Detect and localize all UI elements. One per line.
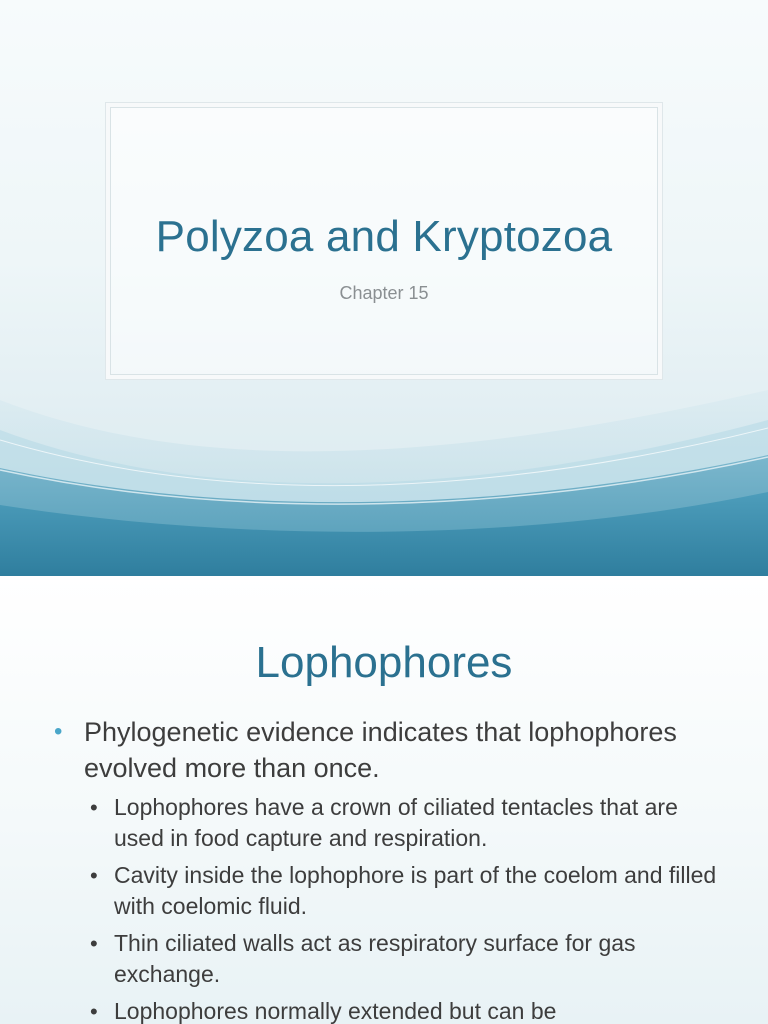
bullet-dot-icon: •	[54, 718, 63, 745]
bullet-list	[54, 714, 734, 1024]
sub-bullet-text: Lophophores have a crown of ciliated tentacles that are used in food capture and respiration.	[114, 794, 678, 851]
sub-bullet-list	[84, 792, 734, 1024]
sub-bullet-item	[84, 928, 734, 990]
slide-title: Polyzoa and Kryptozoa	[155, 212, 613, 261]
sub-bullet-dot-icon: •	[90, 999, 98, 1024]
sub-bullet-dot-icon: •	[90, 863, 98, 888]
sub-bullet-item	[84, 792, 734, 854]
sub-bullet-dot-icon: •	[90, 931, 98, 956]
sub-bullet-text: Lophophores normally extended but can be	[114, 998, 557, 1024]
bullet-item	[54, 714, 734, 1024]
slide-subtitle: Chapter 15	[339, 283, 429, 303]
sub-bullet-item	[84, 996, 734, 1024]
sub-bullet-dot-icon: •	[90, 795, 98, 820]
sub-bullet-text: Thin ciliated walls act as respiratory surface for gas exchange.	[114, 930, 636, 987]
bullet-text: Phylogenetic evidence indicates that lophophores evolved more than once.	[84, 717, 677, 783]
slide-heading: Lophophores	[255, 638, 513, 687]
content-slide	[0, 576, 768, 1024]
sub-bullet-text: Cavity inside the lophophore is part of the coelom and filled with coelomic fluid.	[114, 862, 717, 919]
sub-bullet-item	[84, 860, 734, 922]
